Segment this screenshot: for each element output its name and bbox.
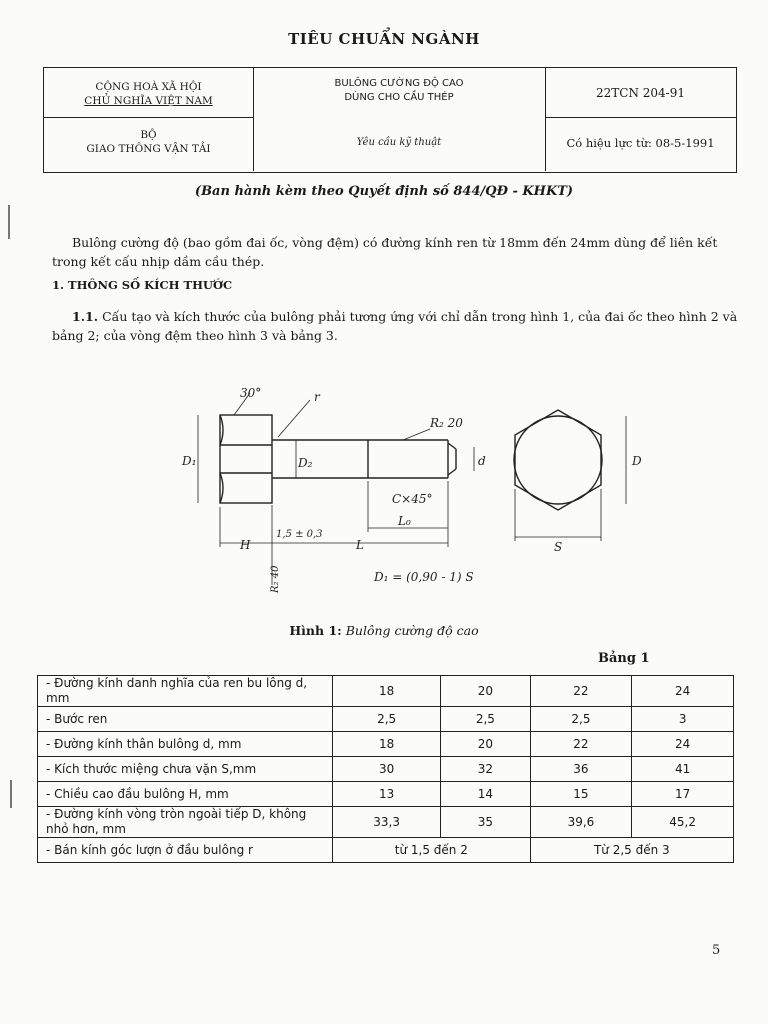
row-value: Từ 2,5 đến 3 [530, 838, 733, 863]
scan-mark [10, 780, 12, 808]
ministry-line: GIAO THÔNG VẬN TẢI [86, 143, 211, 155]
row-value: 2,5 [441, 707, 530, 732]
figure-caption-text: Bulông cường độ cao [345, 623, 479, 638]
label-chamfer: C×45° [392, 492, 433, 506]
table-label: Bảng 1 [598, 651, 650, 666]
table-row [38, 807, 734, 838]
row-value: 22 [530, 732, 632, 757]
row-value: 18 [333, 732, 441, 757]
document-title: TIÊU CHUẨN NGÀNH [288, 30, 480, 48]
spec-table-body [38, 676, 734, 863]
label-l0: L₀ [398, 514, 411, 528]
row-label: - Đường kính vòng tròn ngoài tiếp D, không nhỏ hơn, mm [38, 807, 333, 838]
chamfer-line [448, 443, 456, 449]
scan-mark [8, 205, 10, 239]
table-row [38, 676, 734, 707]
authority-line: CỘNG HOÀ XÃ HỘI [95, 81, 202, 93]
effective-date: Có hiệu lực từ: 08-5-1991 [566, 136, 715, 150]
row-value: 15 [530, 782, 632, 807]
row-label: - Đường kính danh nghĩa của ren bu lông d, mm [38, 676, 333, 707]
label-big-d: D [632, 454, 642, 468]
issued-note: (Ban hành kèm theo Quyết định số 844/QĐ - KHKT) [194, 184, 574, 199]
table-row [38, 732, 734, 757]
label-tolerance: 1,5 ± 0,3 [276, 529, 323, 540]
header-divider [44, 117, 253, 118]
row-label: - Bước ren [38, 707, 333, 732]
row-value: 33,3 [333, 807, 441, 838]
label-formula: D₁ = (0,90 - 1) S [374, 570, 474, 584]
row-value: 2,5 [333, 707, 441, 732]
row-value: 20 [441, 732, 530, 757]
page-number: 5 [712, 943, 721, 958]
table-row [38, 757, 734, 782]
row-value: 18 [333, 676, 441, 707]
ministry-cell [44, 128, 253, 156]
row-value: 41 [632, 757, 734, 782]
row-value: 14 [441, 782, 530, 807]
bolt-head-outline [220, 415, 272, 503]
label-angle: 30° [240, 386, 262, 400]
row-label: - Kích thước miệng chưa vặn S,mm [38, 757, 333, 782]
spec-table [37, 675, 734, 863]
authority-line: CHỦ NGHĨA VIỆT NAM [84, 95, 213, 107]
row-value: 36 [530, 757, 632, 782]
subject-line: BULÔNG CƯỜNG ĐỘ CAO [334, 78, 464, 89]
label-d: d [478, 454, 486, 468]
header-table [43, 67, 737, 173]
label-l: L [356, 538, 364, 552]
figure-caption-prefix: Hình 1: [289, 623, 342, 638]
row-value: 30 [333, 757, 441, 782]
bolt-drawing [178, 385, 658, 595]
table-row [38, 707, 734, 732]
subject-cell [253, 77, 545, 105]
label-rz: R₂ 20 [430, 416, 463, 430]
hex-outline [515, 410, 601, 510]
label-d2: D₂ [298, 456, 313, 470]
standard-code: 22TCN 204-91 [596, 86, 685, 100]
row-value: 39,6 [530, 807, 632, 838]
table-row [38, 782, 734, 807]
header-divider [545, 68, 546, 171]
authority-cell [44, 80, 253, 108]
intro-paragraph: Bulông cường độ (bao gồm đai ốc, vòng đệm) có đường kính ren từ 18mm đến 24mm dùng để liên kết trong kết cấu nhịp dầm cầu thép. [52, 235, 718, 269]
label-rz40: R₂ 40 [270, 565, 281, 593]
radius-leader [278, 400, 310, 437]
label-h: H [240, 538, 251, 552]
clause-text: Cấu tạo và kích thước của bulông phải tương ứng với chỉ dẫn trong hình 1, của đai ốc theo hình 2 và bảng 2; của vòng đệm theo hình 3 và bảng 3. [52, 309, 738, 343]
row-value: 24 [632, 676, 734, 707]
rz-leader [403, 429, 430, 440]
row-value: 35 [441, 807, 530, 838]
header-divider [545, 117, 736, 118]
label-r: r [314, 390, 320, 404]
row-value: 45,2 [632, 807, 734, 838]
subject-line: DÙNG CHO CẦU THÉP [344, 92, 454, 103]
label-d1: D₁ [182, 454, 197, 468]
row-label: - Bán kính góc lượn ở đầu bulông r [38, 838, 333, 863]
table-row [38, 838, 734, 863]
row-value: 2,5 [530, 707, 632, 732]
row-value: 17 [632, 782, 734, 807]
hex-circle [514, 416, 602, 504]
row-label: - Đường kính thân bulông d, mm [38, 732, 333, 757]
row-label: - Chiều cao đầu bulông H, mm [38, 782, 333, 807]
row-value: 22 [530, 676, 632, 707]
row-value: 13 [333, 782, 441, 807]
clause-number: 1.1. [72, 309, 99, 324]
label-s: S [554, 540, 563, 554]
clause-1-1 [52, 307, 742, 345]
row-value: 20 [441, 676, 530, 707]
chamfer-line [448, 469, 456, 475]
section-heading: 1. THÔNG SỐ KÍCH THƯỚC [52, 278, 233, 292]
row-value: 3 [632, 707, 734, 732]
subject-subtitle: Yêu cầu kỹ thuật [356, 137, 442, 148]
ministry-line: BỘ [140, 129, 157, 141]
figure-caption [0, 623, 768, 638]
row-value: 24 [632, 732, 734, 757]
row-value: từ 1,5 đến 2 [333, 838, 531, 863]
row-value: 32 [441, 757, 530, 782]
